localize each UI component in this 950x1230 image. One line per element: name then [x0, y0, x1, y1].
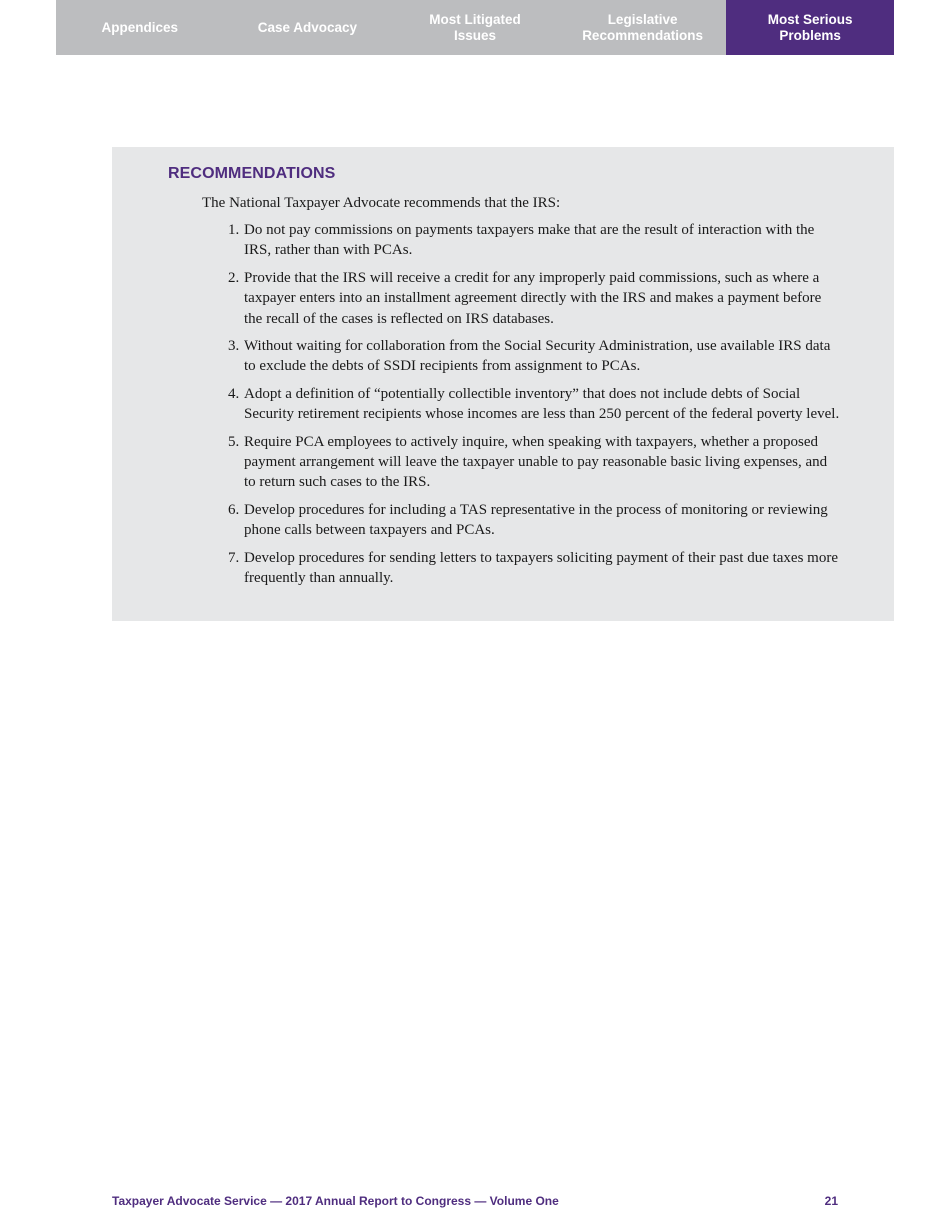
- recommendation-item: [228, 548, 840, 589]
- recommendation-text: Without waiting for collaboration from the Social Security Administration, use available IRS data to exclude the debts of SSDI recipients from assignment to PCAs.: [244, 338, 831, 375]
- section-nav: [56, 0, 894, 55]
- recommendation-item: [228, 268, 840, 329]
- recommendation-number: 2.: [228, 269, 240, 286]
- recommendation-item: [228, 384, 840, 425]
- recommendations-list: [228, 220, 840, 596]
- recommendation-number: 3.: [228, 338, 240, 355]
- recommendation-number: 1.: [228, 222, 240, 238]
- recommendation-item: [228, 500, 840, 541]
- tab-appendices[interactable]: Appendices: [101, 19, 179, 35]
- tab-most-serious-problems[interactable]: Most Serious Problems: [726, 0, 894, 55]
- tab-case-advocacy[interactable]: Case Advocacy: [257, 19, 358, 35]
- recommendation-number: 4.: [228, 385, 240, 402]
- tab-legislative-recommendations[interactable]: Legislative Recommendations: [582, 11, 703, 43]
- recommendation-text: Do not pay commissions on payments taxpayers make that are the result of interaction with the IRS, rather than with PCAs.: [244, 222, 815, 259]
- recommendation-item: [228, 220, 840, 261]
- tab-most-litigated-issues[interactable]: Most Litigated Issues: [429, 11, 521, 43]
- recommendation-number: 5.: [228, 433, 240, 450]
- recommendation-number: 7.: [228, 549, 240, 566]
- recommendation-text: Develop procedures for including a TAS representative in the process of monitoring or reviewing phone calls between taxpayers and PCAs.: [244, 501, 828, 539]
- recommendation-text: Require PCA employees to actively inquire, when speaking with taxpayers, whether a proposed payment arrangement will leave the taxpayer unable to pay reasonable basic living expenses, and to return such cases to the IRS.: [244, 433, 828, 491]
- recommendations-panel: [112, 147, 894, 621]
- footer-report-title: Taxpayer Advocate Service — 2017 Annual Report to Congress — Volume One: [112, 1194, 559, 1208]
- recommendation-number: 6.: [228, 501, 240, 518]
- recommendation-item: [228, 336, 840, 377]
- recommendation-text: Provide that the IRS will receive a credit for any improperly paid commissions, such as where a taxpayer enters into an installment agreement directly with the IRS and makes a payment before the recall of the cases is reflected on IRS databases.: [244, 269, 822, 327]
- recommendation-text: Develop procedures for sending letters to taxpayers soliciting payment of their past due taxes more frequently than annually.: [244, 549, 838, 587]
- recommendation-item: [228, 432, 840, 493]
- recommendation-text: Adopt a definition of “potentially collectible inventory” that does not include debts of Social Security retirement recipients whose incomes are less than 250 percent of the federal poverty level.: [244, 385, 840, 423]
- recommendations-heading: RECOMMENDATIONS: [168, 165, 336, 182]
- footer-page-number: 21: [824, 1194, 838, 1208]
- recommendations-intro: The National Taxpayer Advocate recommends that the IRS:: [202, 195, 561, 211]
